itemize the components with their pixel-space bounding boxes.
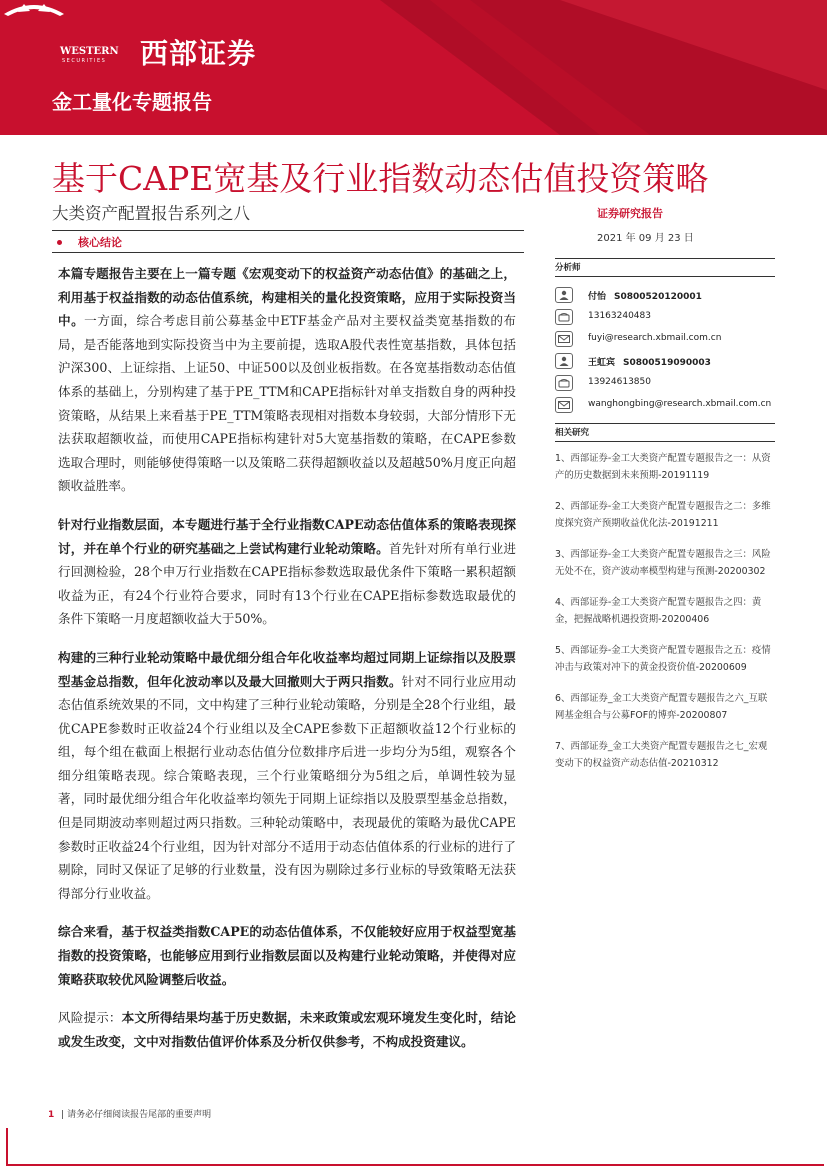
analyst-id: S0800520120001	[614, 292, 702, 302]
sidebar	[555, 258, 775, 786]
brand-en: WESTERN	[60, 46, 119, 57]
divider	[52, 230, 524, 231]
paragraph-1	[58, 262, 516, 498]
risk-warning	[58, 1006, 516, 1053]
report-title: 基于CAPE宽基及行业指数动态估值投资策略	[52, 159, 709, 198]
bullet-dot	[57, 240, 62, 245]
header-banner	[0, 0, 827, 135]
phone-icon	[555, 375, 573, 391]
analyst-email[interactable]: wanghongbing@research.xbmail.com.cn	[588, 399, 772, 409]
related-title: 相关研究	[555, 423, 775, 442]
mail-icon	[555, 331, 573, 347]
paragraph-body: 一方面，综合考虑目前公募基金中ETF基金产品对主要权益类宽基指数的布局，是否能落地到实际投资当中为主要前提，选取A股代表性宽基指数，具体包括沪深300、上证综指、上证50、中证500以及创业板指数。在各宽基指数动态估值体系的基础上，分别构建了基于PE_TTM和CAPE指标针对单支指数自身的两种投资策略，从结果上来看基于PE_TTM策略表现相对指数本身较弱，大部分情形下无法获取超额收益，而使用CAPE指标构建针对5大宽基指数的策略，在CAPE参数选取合理时，则能够使得策略一以及策略二获得超额收益以及超越50%月度正向超额收益胜率。	[58, 313, 516, 494]
page-number: 1	[48, 1110, 55, 1120]
footer-note: 请务必仔细阅读报告尾部的重要声明	[67, 1110, 212, 1120]
western-logo-icon	[0, 0, 68, 38]
analysts-title: 分析师	[555, 258, 775, 277]
analyst-row	[555, 285, 775, 307]
main-content	[58, 262, 516, 1068]
footer-separator: |	[61, 1110, 65, 1120]
risk-label: 风险提示：	[58, 1010, 122, 1026]
paragraph-lead: 针对行业指数层面，本专题进行基于全行业指数CAPE动态估值体系的策略表现探讨，并在单个行业的研究基础之上尝试构建行业轮动策略。	[58, 516, 516, 556]
report-subtitle: 大类资产配置报告系列之八	[52, 204, 250, 223]
core-label: 核心结论	[78, 236, 122, 249]
paragraph-3	[58, 646, 516, 906]
related-research	[555, 423, 775, 772]
corner-decoration	[0, 1128, 827, 1169]
analyst-row	[555, 329, 775, 351]
report-date: 2021 年 09 月 23 日	[597, 233, 694, 244]
related-item[interactable]: 2、西部证券-金工大类资产配置专题报告之二：多维度探究资产预期收益优化法-20191211	[555, 501, 771, 529]
paragraph-4	[58, 920, 516, 991]
series-type: 金工量化专题报告	[52, 90, 212, 114]
related-item[interactable]: 3、西部证券-金工大类资产配置专题报告之三：风险无处不在，资产波动率模型构建与预测-20200302	[555, 549, 771, 577]
analyst-id: S0800519090003	[623, 358, 711, 368]
person-icon	[555, 287, 573, 303]
related-item[interactable]: 6、西部证券_金工大类资产配置专题报告之六_互联网基金组合与公募FOF的博弈-20200807	[555, 693, 768, 721]
person-icon	[555, 353, 573, 369]
paragraph-body: 针对不同行业应用动态估值系统效果的不同，文中构建了三种行业轮动策略，分别是全28个行业组，最优CAPE参数时正收益24个行业组以及全CAPE参数下正超额收益12个行业标的组，每个组在截面上根据行业动态估值分位数排序后进一步均分为5组，观察各个细分组策略表现。综合策略表现，三个行业策略细分为5组之后，单调性较为显著，同时最优细分组合年化收益率均领先于同期上证综指以及股票型基金总指数，但是同期波动率则超过两只指数。三种轮动策略中，表现最优的策略为最优CAPE参数时正收益24个行业组，因为针对部分不适用于动态估值体系的行业标的进行了剔除，同时又保证了足够的行业数量，没有因为剔除过多行业标的导致策略无法获得部分行业收益。	[58, 673, 517, 901]
analyst-row	[555, 373, 775, 395]
related-item[interactable]: 1、西部证券-金工大类资产配置专题报告之一：从资产的历史数据到未来预期-20191119	[555, 453, 771, 481]
analyst-phone: 13163240483	[588, 311, 651, 321]
divider	[52, 252, 524, 253]
paragraph-body: 首先针对所有单行业进行回测检验，28个申万行业指数在CAPE指标参数选取最优条件下策略一累积超额收益为正，有24个行业符合要求，同时有13个行业在CAPE指标参数选取最优的条件下策略一月度超额收益大于50%。	[58, 540, 517, 627]
brand-cn: 西部证券	[140, 37, 257, 70]
paragraph-2	[58, 513, 516, 631]
related-item[interactable]: 7、西部证券_金工大类资产配置专题报告之七_宏观变动下的权益资产动态估值-20210312	[555, 741, 768, 769]
page-footer	[48, 1107, 211, 1120]
related-item[interactable]: 5、西部证券-金工大类资产配置专题报告之五：疫情冲击与政策对冲下的黄金投资价值-20200609	[555, 645, 771, 673]
analyst-row	[555, 307, 775, 329]
analyst-name: 王虹宾	[588, 358, 616, 368]
paragraph-lead: 综合来看，基于权益类指数CAPE的动态估值体系，不仅能较好应用于权益型宽基指数的投资策略，也能够应用到行业指数层面以及构建行业轮动策略，并使得对应策略获取较优风险调整后收益。	[58, 924, 516, 987]
analyst-name: 付怡	[588, 292, 607, 302]
paragraph-lead: 本篇专题报告主要在上一篇专题《宏观变动下的权益资产动态估值》的基础之上，利用基于权益指数的动态估值系统，构建相关的量化投资策略，应用于实际投资当中。	[58, 266, 516, 329]
brand-en-sub: SECURITIES	[62, 58, 107, 64]
paragraph-lead: 构建的三种行业轮动策略中最优细分组合年化收益率均超过同期上证综指以及股票型基金总指数，但年化波动率以及最大回撤则大于两只指数。	[58, 649, 516, 689]
risk-text: 本文所得结果均基于历史数据，未来政策或宏观环境发生变化时，结论或发生改变，文中对指数估值评价体系及分析仅供参考，不构成投资建议。	[58, 1010, 517, 1049]
analyst-email[interactable]: fuyi@research.xbmail.com.cn	[588, 333, 722, 343]
analyst-row	[555, 395, 775, 417]
related-item[interactable]: 4、西部证券-金工大类资产配置专题报告之四：黄金，把握战略机遇投资期-20200406	[555, 597, 762, 625]
report-type: 证券研究报告	[597, 207, 663, 220]
mail-icon	[555, 397, 573, 413]
analyst-row	[555, 351, 775, 373]
analyst-phone: 13924613850	[588, 377, 651, 387]
phone-icon	[555, 309, 573, 325]
